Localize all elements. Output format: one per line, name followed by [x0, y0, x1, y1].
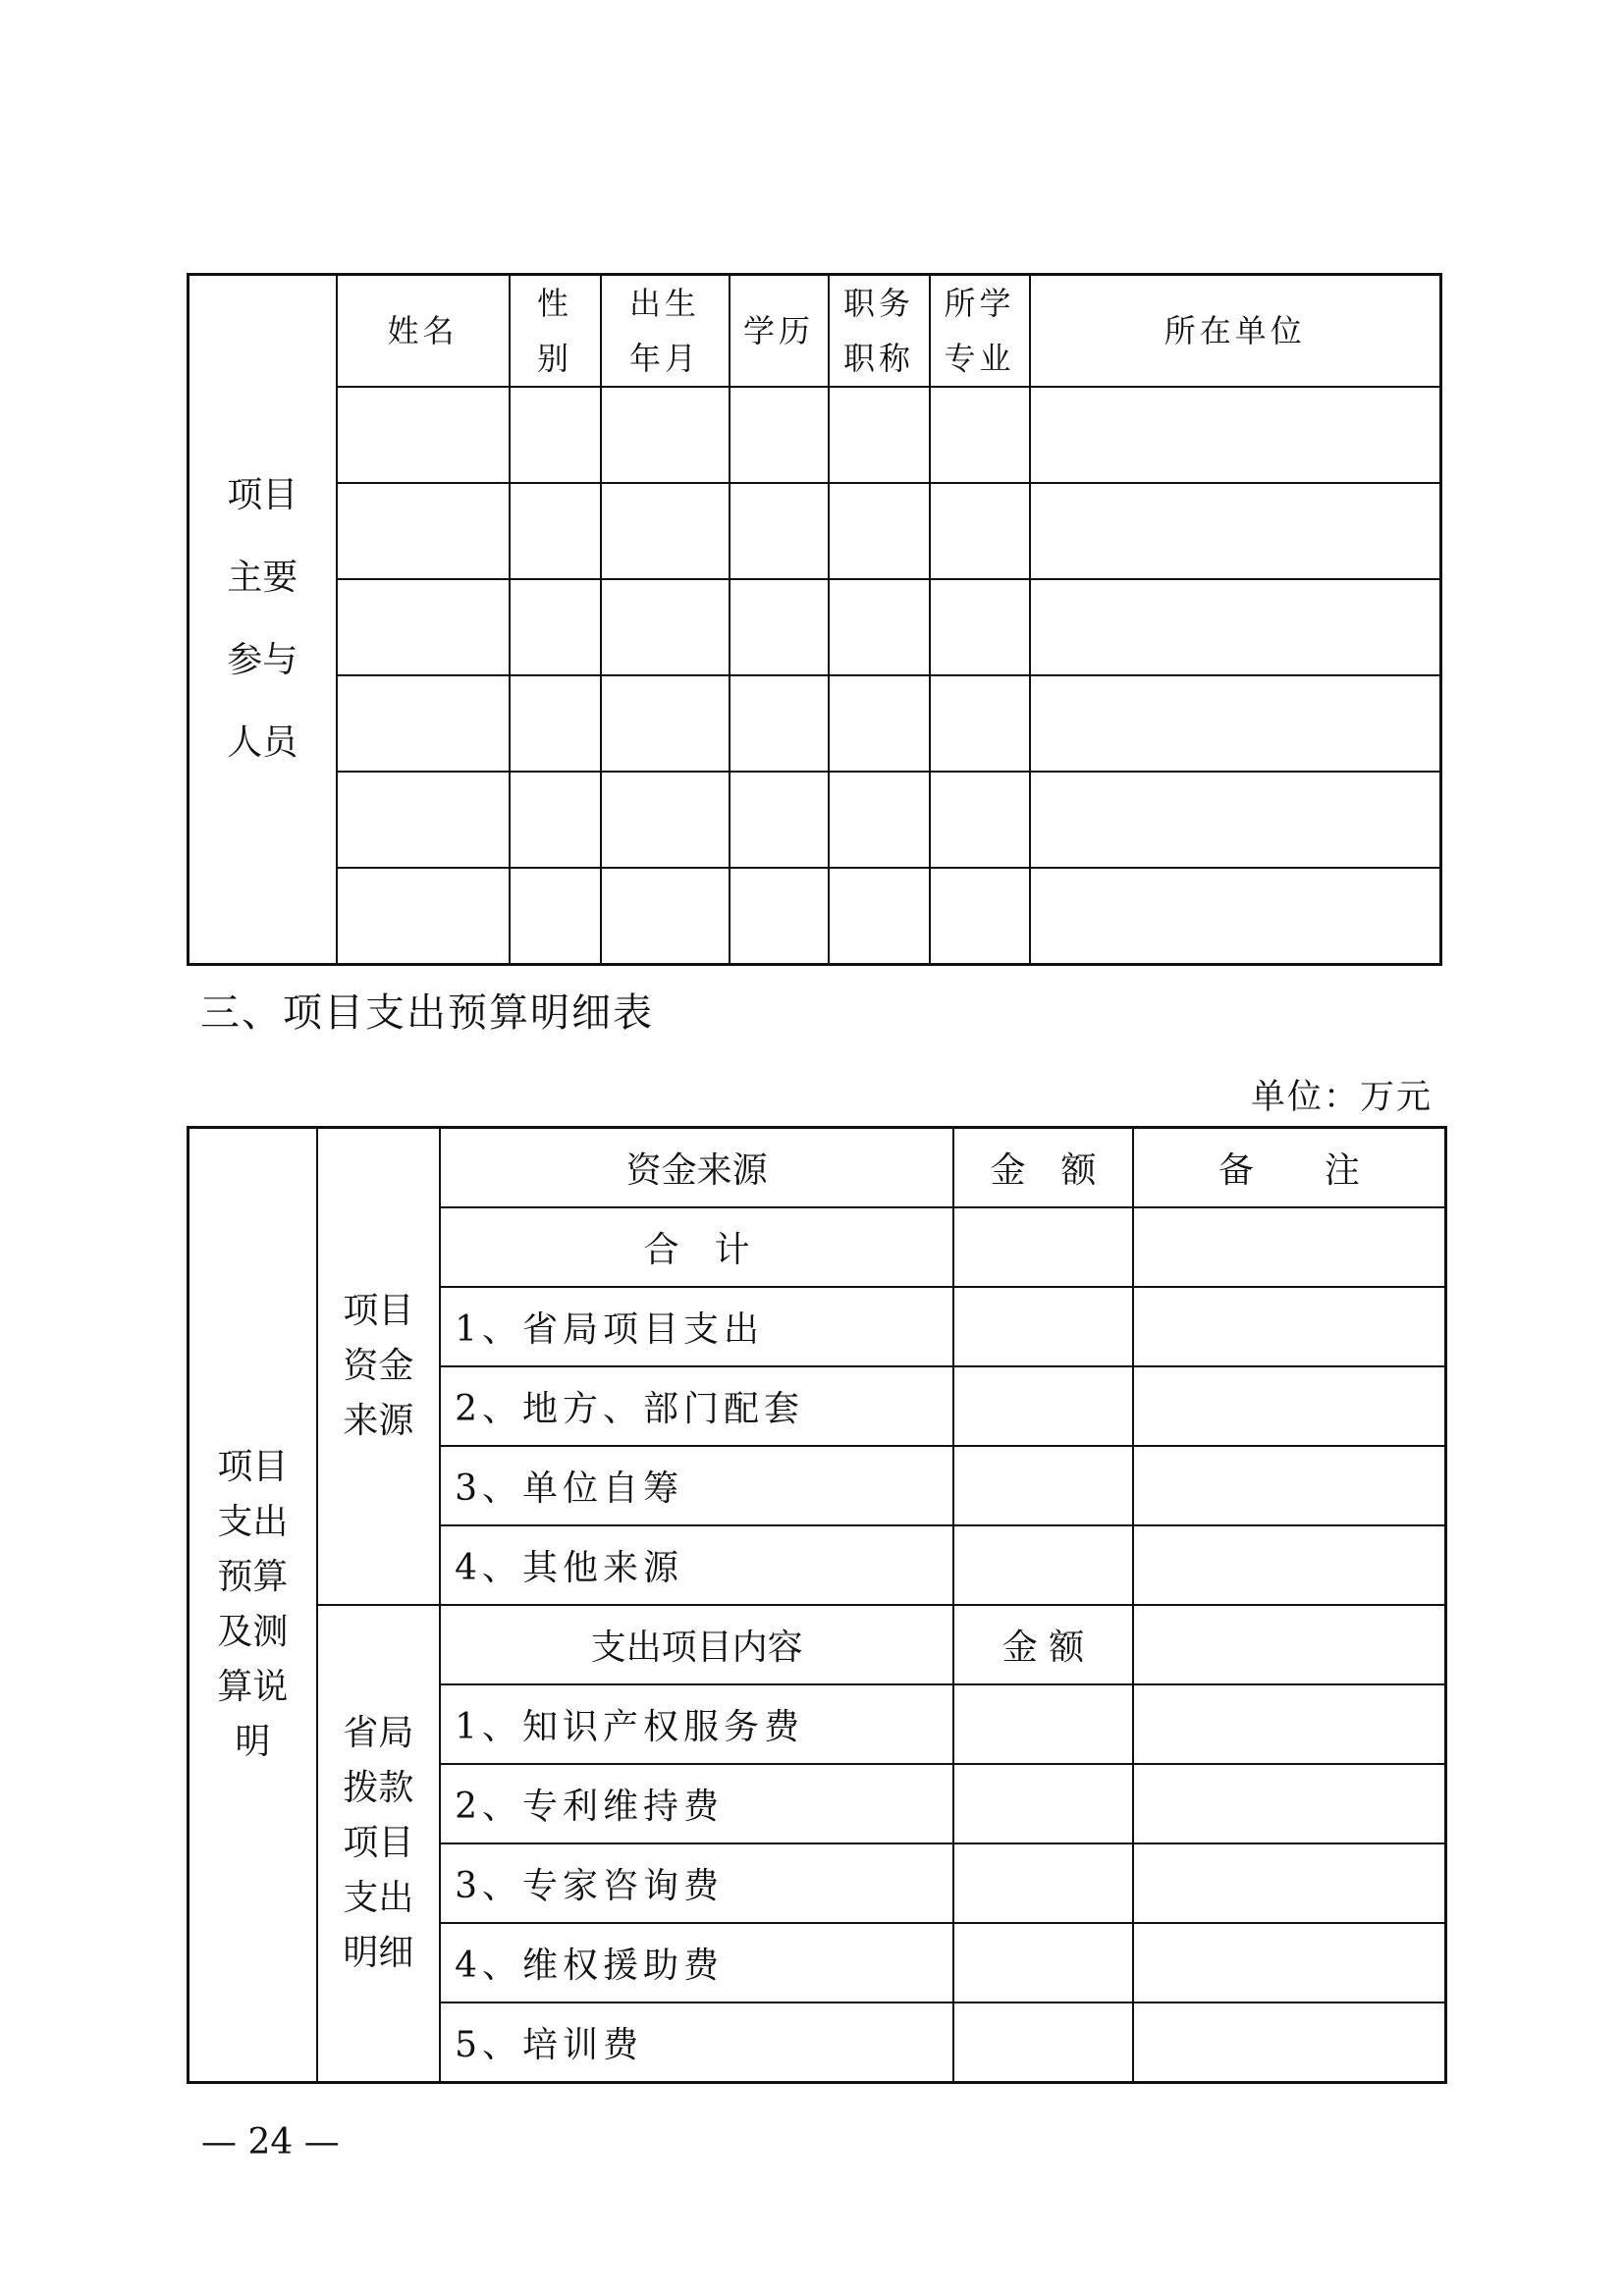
blank-cell[interactable]	[510, 579, 601, 675]
blank-cell[interactable]	[337, 675, 510, 772]
blank-cell[interactable]	[510, 868, 601, 965]
label-line: 主要	[227, 558, 298, 598]
expense-item: 5、培训费	[440, 2002, 953, 2083]
blank-cell[interactable]	[730, 675, 829, 772]
expense-item: 2、专利维持费	[440, 1764, 953, 1843]
blank-cell[interactable]	[1030, 675, 1441, 772]
blank-cell[interactable]	[829, 387, 930, 483]
blank-cell[interactable]	[953, 1446, 1132, 1525]
participants-table	[187, 273, 1442, 966]
page-number: — 24 —	[201, 2122, 340, 2163]
blank-cell[interactable]	[829, 868, 930, 965]
blank-cell[interactable]	[1030, 387, 1441, 483]
blank-cell[interactable]	[1133, 1843, 1446, 1923]
blank-cell[interactable]	[930, 387, 1030, 483]
blank-cell[interactable]	[1030, 868, 1441, 965]
expense-item: 4、维权援助费	[440, 1923, 953, 2002]
blank-cell[interactable]	[601, 868, 730, 965]
blank-cell[interactable]	[930, 579, 1030, 675]
unit-label: 单位：万元	[1250, 1078, 1433, 1117]
blank-cell[interactable]	[1030, 772, 1441, 868]
expense-item: 3、专家咨询费	[440, 1843, 953, 1923]
blank-cell[interactable]	[1030, 483, 1441, 579]
budget-table	[187, 1126, 1447, 2084]
blank-cell[interactable]	[1133, 1446, 1446, 1525]
header-major: 所学 专业	[930, 275, 1030, 388]
blank-cell[interactable]	[1133, 2002, 1446, 2083]
blank-cell[interactable]	[510, 483, 601, 579]
blank-cell[interactable]	[337, 579, 510, 675]
blank-cell[interactable]	[953, 1525, 1132, 1605]
blank-cell[interactable]	[829, 579, 930, 675]
source-item: 2、地方、部门配套	[440, 1366, 953, 1446]
section-title: 三、项目支出预算明细表	[200, 990, 654, 1036]
blank-cell[interactable]	[953, 1207, 1132, 1287]
blank-cell[interactable]	[953, 1843, 1132, 1923]
fund-source-label: 项目 资金 来源	[317, 1128, 440, 1606]
blank-cell[interactable]	[953, 1287, 1132, 1366]
blank-cell[interactable]	[601, 579, 730, 675]
blank-cell[interactable]	[829, 483, 930, 579]
label-line: 项目	[227, 475, 298, 515]
table-row	[189, 675, 1441, 772]
label-line: 参与	[227, 640, 298, 680]
blank-cell[interactable]	[1133, 1764, 1446, 1843]
header-education: 学历	[730, 275, 829, 388]
blank-cell[interactable]	[930, 675, 1030, 772]
blank-cell[interactable]	[953, 1684, 1132, 1764]
blank-cell[interactable]	[1133, 1605, 1446, 1684]
expense-detail-label: 省局 拨款 项目 支出 明细	[317, 1605, 440, 2083]
table-row	[189, 579, 1441, 675]
blank-cell[interactable]	[730, 868, 829, 965]
blank-cell[interactable]	[337, 483, 510, 579]
header-title: 职务 职称	[829, 275, 930, 388]
source-item: 4、其他来源	[440, 1525, 953, 1605]
amount-header: 金 额	[953, 1128, 1132, 1208]
blank-cell[interactable]	[1133, 1287, 1446, 1366]
participants-row-label	[189, 275, 337, 965]
table-row	[189, 483, 1441, 579]
blank-cell[interactable]	[829, 772, 930, 868]
blank-cell[interactable]	[510, 675, 601, 772]
blank-cell[interactable]	[1030, 579, 1441, 675]
blank-cell[interactable]	[601, 675, 730, 772]
fund-source-header: 资金来源	[440, 1128, 953, 1208]
blank-cell[interactable]	[930, 483, 1030, 579]
header-birth: 出生 年月	[601, 275, 730, 388]
blank-cell[interactable]	[601, 483, 730, 579]
blank-cell[interactable]	[953, 1764, 1132, 1843]
expense-item: 1、知识产权服务费	[440, 1684, 953, 1764]
label-line: 人员	[227, 722, 298, 763]
blank-cell[interactable]	[337, 772, 510, 868]
blank-cell[interactable]	[829, 675, 930, 772]
header-name: 姓名	[337, 275, 510, 388]
blank-cell[interactable]	[953, 2002, 1132, 2083]
blank-cell[interactable]	[1133, 1525, 1446, 1605]
source-item: 3、单位自筹	[440, 1446, 953, 1525]
budget-main-label: 项目 支出 预算 及测 算说 明	[189, 1128, 317, 2083]
blank-cell[interactable]	[1133, 1207, 1446, 1287]
blank-cell[interactable]	[930, 772, 1030, 868]
remarks-header: 备 注	[1133, 1128, 1446, 1208]
blank-cell[interactable]	[730, 483, 829, 579]
blank-cell[interactable]	[730, 579, 829, 675]
blank-cell[interactable]	[730, 387, 829, 483]
blank-cell[interactable]	[953, 1923, 1132, 2002]
blank-cell[interactable]	[930, 868, 1030, 965]
expense-amount-header: 金 额	[953, 1605, 1132, 1684]
blank-cell[interactable]	[1133, 1923, 1446, 2002]
header-gender: 性 别	[510, 275, 601, 388]
blank-cell[interactable]	[730, 772, 829, 868]
blank-cell[interactable]	[337, 387, 510, 483]
header-unit: 所在单位	[1030, 275, 1441, 388]
table-row	[189, 772, 1441, 868]
blank-cell[interactable]	[601, 387, 730, 483]
blank-cell[interactable]	[953, 1366, 1132, 1446]
blank-cell[interactable]	[1133, 1684, 1446, 1764]
expense-content-header: 支出项目内容	[440, 1605, 953, 1684]
blank-cell[interactable]	[337, 868, 510, 965]
blank-cell[interactable]	[510, 387, 601, 483]
blank-cell[interactable]	[510, 772, 601, 868]
blank-cell[interactable]	[1133, 1366, 1446, 1446]
source-item: 1、省局项目支出	[440, 1287, 953, 1366]
total-label: 合 计	[440, 1207, 953, 1287]
table-row	[189, 868, 1441, 965]
blank-cell[interactable]	[601, 772, 730, 868]
table-row	[189, 387, 1441, 483]
